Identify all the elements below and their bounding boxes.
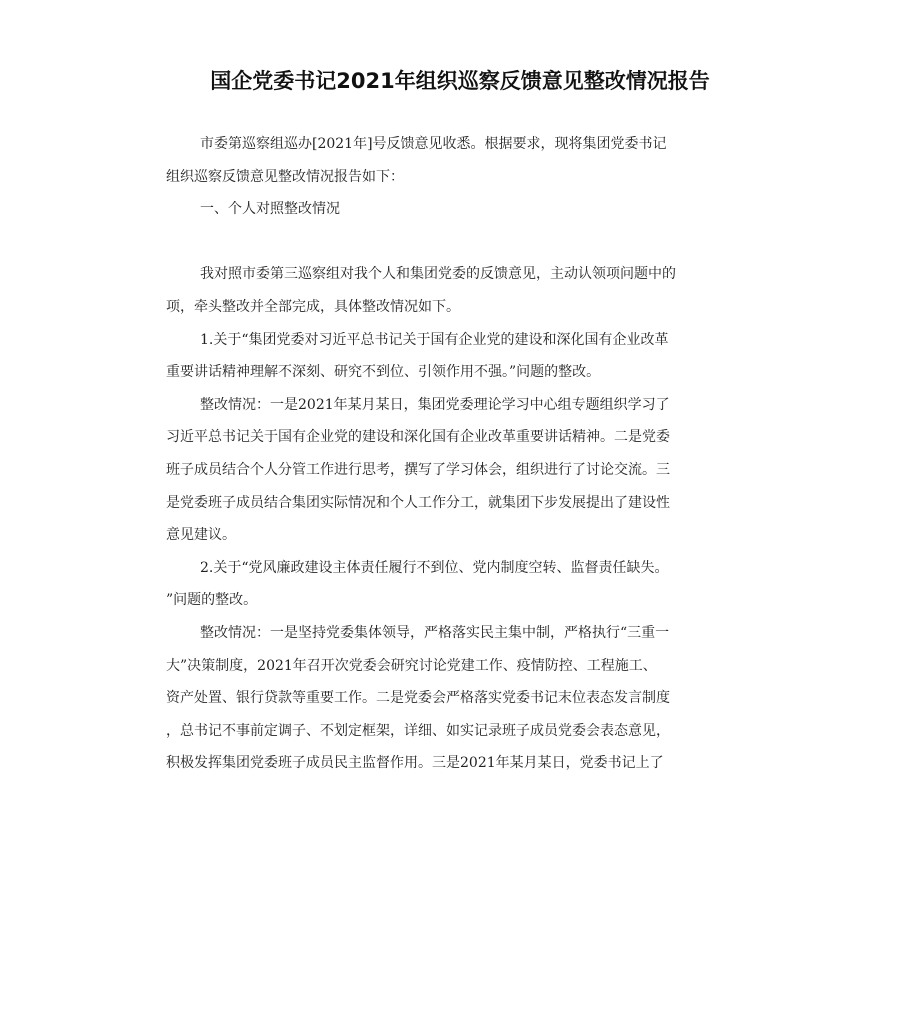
text-line: 意见建议。 — [166, 527, 236, 544]
text-line: 一、个人对照整改情况 — [200, 201, 340, 218]
text-line: 整改情况：一是坚持党委集体领导，严格落实民主集中制，严格执行“三重一 — [200, 624, 670, 641]
text-line: ，总书记不事前定调子、不划定框架，详细、如实记录班子成员党委会表态意见， — [166, 722, 670, 739]
text-line: 整改情况：一是2021年某月某日，集团党委理论学习中心组专题组织学习了 — [200, 396, 670, 413]
document-body — [166, 128, 756, 780]
text-line: 积极发挥集团党委班子成员民主监督作用。三是2021年某月某日，党委书记上了 — [166, 755, 664, 772]
text-line: 习近平总书记关于国有企业党的建设和深化国有企业改革重要讲话精神。二是党委 — [166, 429, 670, 446]
text-line: 1.关于“集团党委对习近平总书记关于国有企业党的建设和深化国有企业改革 — [200, 331, 669, 348]
text-line: 我对照市委第三巡察组对我个人和集团党委的反馈意见，主动认领项问题中的 — [200, 266, 676, 283]
text-line: 市委第巡察组巡办[2021年]号反馈意见收悉。根据要求，现将集团党委书记 — [200, 136, 667, 152]
blank-line — [166, 226, 756, 259]
document-title: 国企党委书记2021年组织巡察反馈意见整改情况报告 — [210, 69, 710, 93]
text-line: 资产处置、银行贷款等重要工作。二是党委会严格落实党委书记末位表态发言制度 — [166, 690, 670, 707]
text-line: ”问题的整改。 — [166, 592, 258, 609]
text-line: 班子成员结合个人分管工作进行思考，撰写了学习体会，组织进行了讨论交流。三 — [166, 461, 670, 478]
text-line: 项，牵头整改并全部完成，具体整改情况如下。 — [166, 298, 460, 315]
text-line: 2.关于“党风廉政建设主体责任履行不到位、党内制度空转、监督责任缺失。 — [200, 559, 669, 576]
text-line: 重要讲话精神理解不深刻、研究不到位、引领作用不强。”问题的整改。 — [166, 364, 601, 381]
text-line: 大”决策制度，2021年召开次党委会研究讨论党建工作、疫情防控、工程施工、 — [166, 657, 657, 674]
text-line: 是党委班子成员结合集团实际情况和个人工作分工，就集团下步发展提出了建设性 — [166, 494, 670, 511]
text-line: 组织巡察反馈意见整改情况报告如下： — [166, 168, 404, 185]
